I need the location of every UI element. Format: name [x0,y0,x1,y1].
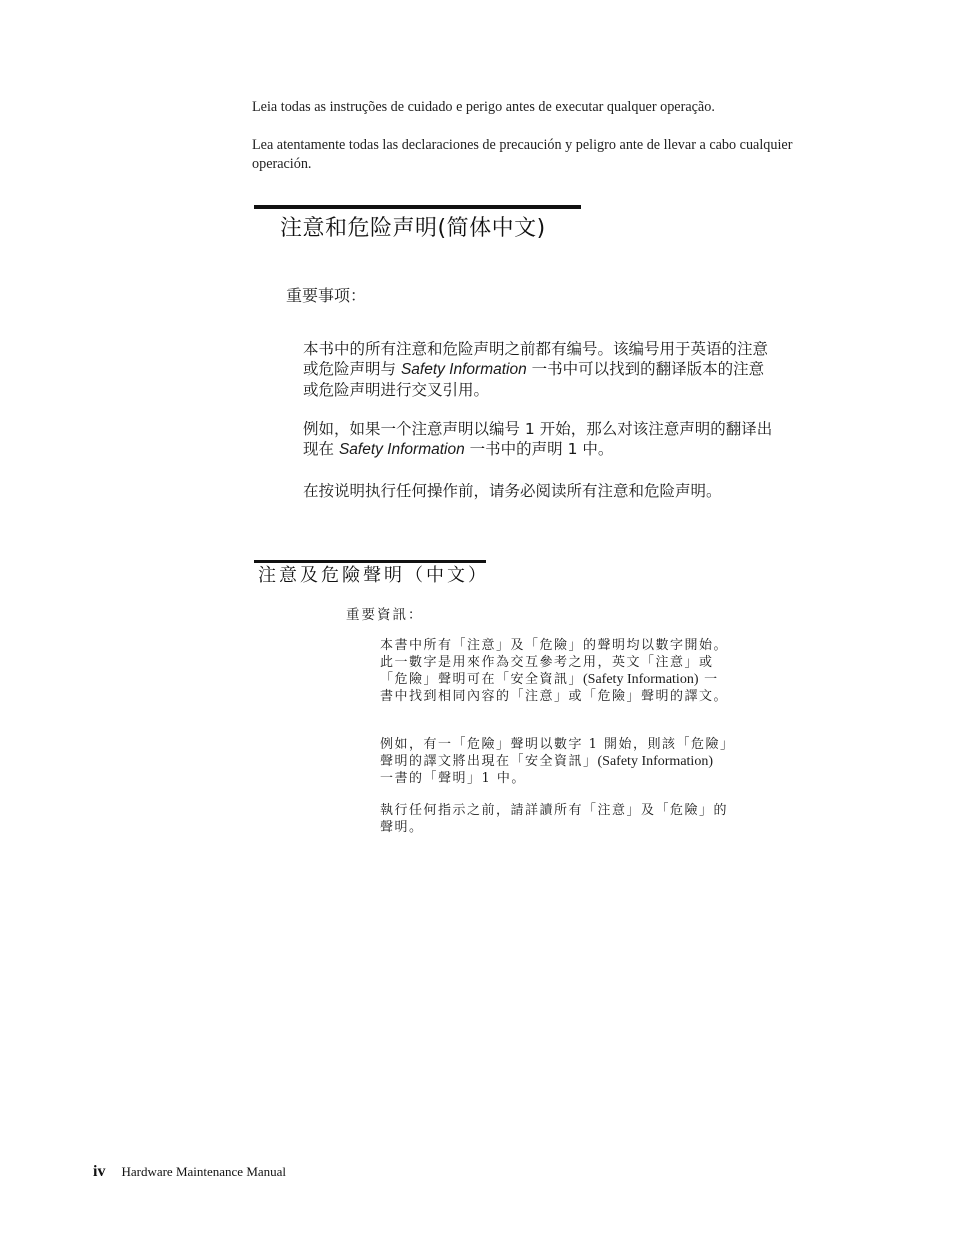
text-segment: 一书中可以找到的翻译版本的注意或危险声明进行交叉引用。 [303,360,765,399]
text-segment: 一書中找到相同內容的「注意」或「危險」聲明的譯文。 [380,672,729,704]
text-segment: 一书中的声明 1 中。 [464,440,614,458]
paragraph-numbering-simplified [303,339,773,400]
book-title: Safety Information [338,441,465,458]
section-heading-simplified-chinese: 注意和危险声明(简体中文) [280,216,546,241]
paragraph-read-first-traditional: 執行任何指示之前，請詳讀所有「注意」及「危險」的聲明。 [380,803,729,835]
paragraph-read-first-simplified: 在按说明执行任何操作前，请务必阅读所有注意和危险声明。 [303,482,722,500]
portuguese-notice: Leia todas as instruções de cuidado e perigo antes de executar qualquer operação. [252,99,715,115]
book-title: (Safety Information) [597,754,713,769]
paragraph-numbering-traditional [380,637,730,705]
book-title: Safety Information [400,361,527,378]
section-divider-simplified [254,205,581,209]
paragraph-example-traditional [380,736,730,787]
book-title: (Safety Information) [583,672,699,687]
text-segment: 一書的「聲明」1 中。 [380,771,526,786]
paragraph-example-simplified [303,419,773,460]
text-segment: 本书中的所有注意和危险声明之前都有编号。该编号用于英语的注意或危险声明与 [303,340,769,378]
section-heading-traditional-chinese: 注意及危險聲明（中文） [258,565,489,586]
text-segment: 本書中所有「注意」及「危險」的聲明均以數字開始。此一數字是用來作為交互參考之用，英文「注意」或「危險」聲明可在「安全資訊」 [380,638,729,687]
important-note-label-traditional: 重要資訊： [346,607,424,623]
text-segment: 例如，如果一个注意声明以编号 1 开始，那么对该注意声明的翻译出现在 [303,420,773,458]
page-number: iv [93,1163,106,1180]
text-segment: 例如，有一「危險」聲明以數字 1 開始，則該「危險」聲明的譯文將出現在「安全資訊」 [380,737,729,769]
page-footer [93,1163,286,1181]
important-note-label-simplified: 重要事项： [286,286,367,305]
manual-title: Hardware Maintenance Manual [121,1164,287,1179]
spanish-notice: Lea atentamente todas las declaraciones de precaución y peligro ante de llevar a cabo cualquier operación. [252,137,793,172]
